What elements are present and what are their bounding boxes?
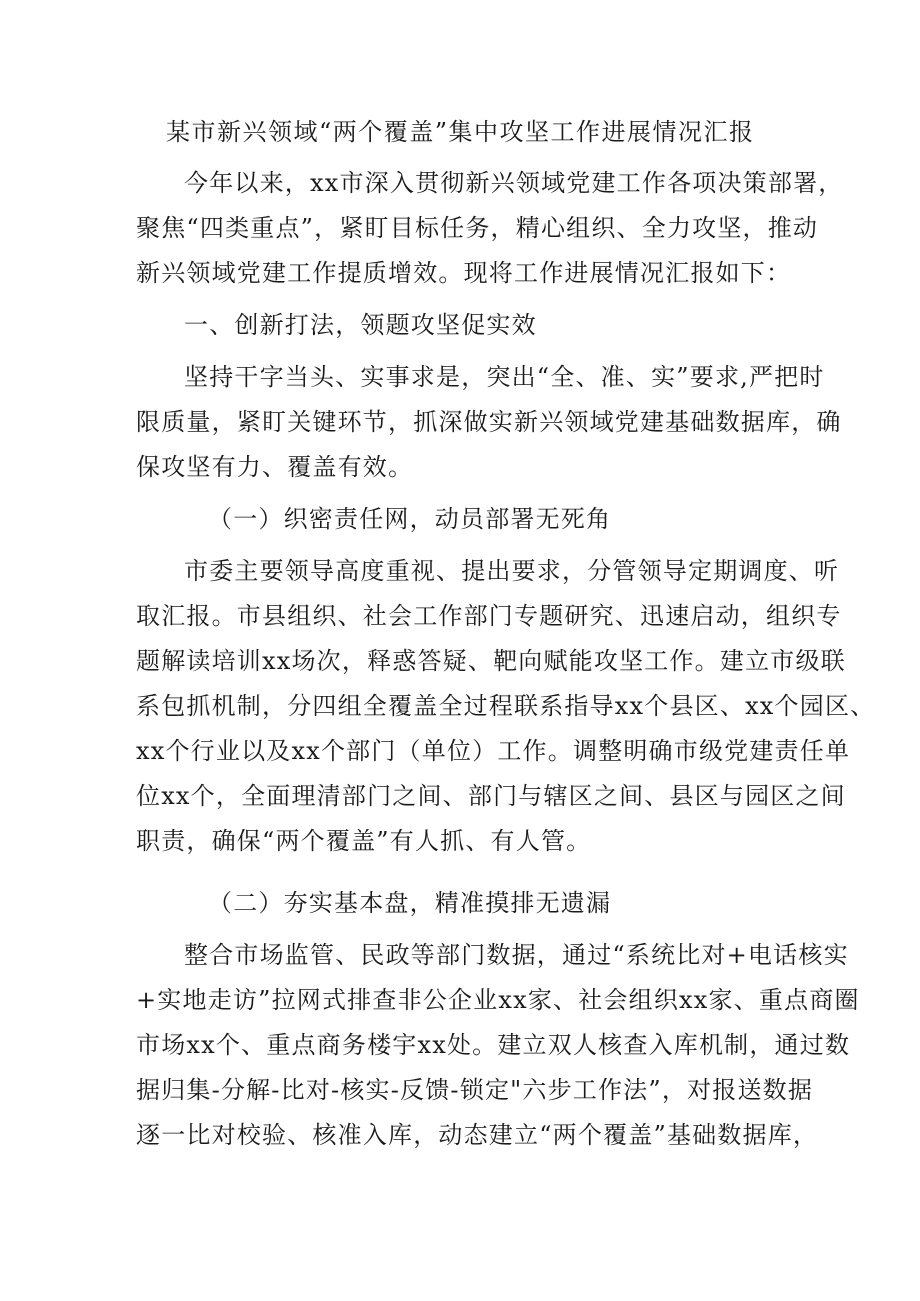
paragraph-line: xx个行业以及xx个部门（单位）工作。调整明确市级党建责任单 [136, 737, 851, 765]
section-heading: 一、创新打法，领题攻坚促实效 [184, 311, 537, 339]
paragraph-line: 题解读培训xx场次，释惑答疑、靶向赋能攻坚工作。建立市级联 [136, 647, 846, 675]
paragraph-line: 保攻坚有力、覆盖有效。 [136, 453, 414, 481]
paragraph-line: 聚焦“四类重点”，紧盯目标任务，精心组织、全力攻坚，推动 [136, 214, 819, 242]
paragraph-line: 据归集-分解-比对-核实-反馈-锁定"六步工作法”，对报送数据 [136, 1076, 814, 1104]
paragraph-line: +实地走访”拉网式排查非公企业xx家、社会组织xx家、重点商圈 [136, 986, 860, 1014]
subsection-heading: （一）织密责任网，动员部署无死角 [208, 505, 612, 533]
document-title: 某市新兴领域“两个覆盖”集中攻坚工作进展情况汇报 [166, 118, 755, 146]
paragraph-line: 整合市场监管、民政等部门数据，通过“系统比对+电话核实 [184, 941, 849, 969]
paragraph-line: 取汇报。市县组织、社会工作部门专题研究、迅速启动，组织专 [136, 602, 842, 630]
paragraph-line: 逐一比对校验、核准入库，动态建立“两个覆盖”基础数据库， [136, 1121, 819, 1149]
subsection-heading: （二）夯实基本盘，精准摸排无遗漏 [208, 889, 612, 917]
paragraph-line: 限质量，紧盯关键环节，抓深做实新兴领域党建基础数据库，确 [136, 408, 842, 436]
paragraph-line: 坚持干字当头、实事求是，突出“全、准、实”要求,严把时 [184, 363, 825, 391]
paragraph-line: 职责，确保“两个覆盖”有人抓、有人管。 [136, 827, 592, 855]
paragraph-line: 市委主要领导高度重视、提出要求，分管领导定期调度、听 [184, 557, 840, 585]
paragraph-line: 新兴领域党建工作提质增效。现将工作进展情况汇报如下： [136, 259, 792, 287]
paragraph-line: 市场xx个、重点商务楼宇xx处。建立双人核查入库机制，通过数 [136, 1031, 851, 1059]
paragraph-line: 位xx个，全面理清部门之间、部门与辖区之间、县区与园区之间 [136, 782, 846, 810]
paragraph-line: 系包抓机制，分四组全覆盖全过程联系指导xx个县区、xx个园区、 [136, 692, 876, 720]
paragraph-line: 今年以来，xx市深入贯彻新兴领域党建工作各项决策部署， [184, 169, 844, 197]
